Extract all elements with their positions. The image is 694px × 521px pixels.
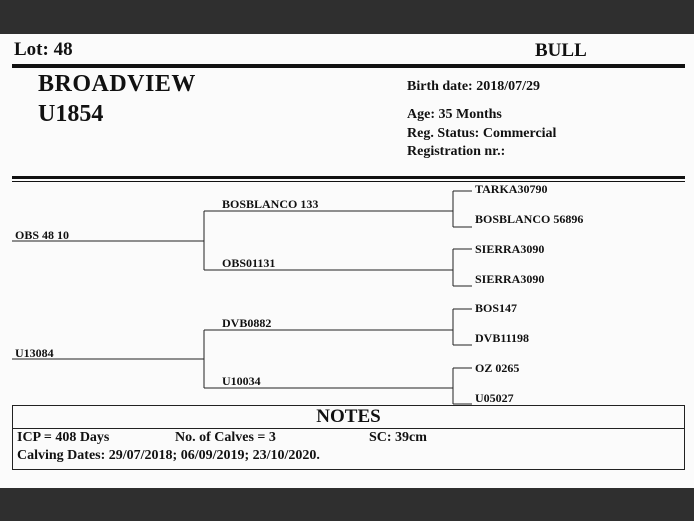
pedigree-sheet [0,34,694,488]
notes-divider [13,428,684,429]
calving-dates-note: Calving Dates: 29/07/2018; 06/09/2019; 23/10/2020. [17,448,320,463]
sire-name: OBS 48 10 [15,228,70,242]
calves-note: No. of Calves = 3 [175,430,276,445]
ggp-name: U05027 [475,391,514,405]
reg-status: Reg. Status: Commercial [407,126,557,141]
animal-type: BULL [535,40,587,61]
ggp-name: BOS147 [475,301,518,315]
registration-number: Registration nr.: [407,144,506,159]
lot-number: Lot: 48 [14,39,73,60]
dam-name: U13084 [15,346,54,360]
ggp-name: SIERRA3090 [475,242,545,256]
animal-name: BROADVIEW [38,71,196,97]
pedigree-lines [12,191,472,404]
dam-sire-name: DVB0882 [222,316,272,330]
sc-note: SC: 39cm [369,430,427,445]
dam-dam-name: U10034 [222,374,261,388]
animal-id: U1854 [38,101,104,127]
ggp-name: SIERRA3090 [475,272,545,286]
top-dark-border [0,0,694,34]
birth-date: Birth date: 2018/07/29 [407,79,540,94]
age: Age: 35 Months [407,107,502,122]
icp-note: ICP = 408 Days [17,430,110,445]
notes-title: NOTES [316,406,381,427]
notes-box [12,405,685,470]
ggp-name: BOSBLANCO 56896 [475,212,584,226]
bottom-dark-border [0,488,694,521]
ggp-name: DVB11198 [475,331,530,345]
sire-dam-name: OBS01131 [222,256,276,270]
sire-sire-name: BOSBLANCO 133 [222,197,319,211]
ggp-name: TARKA30790 [475,182,548,196]
ggp-name: OZ 0265 [475,361,520,375]
